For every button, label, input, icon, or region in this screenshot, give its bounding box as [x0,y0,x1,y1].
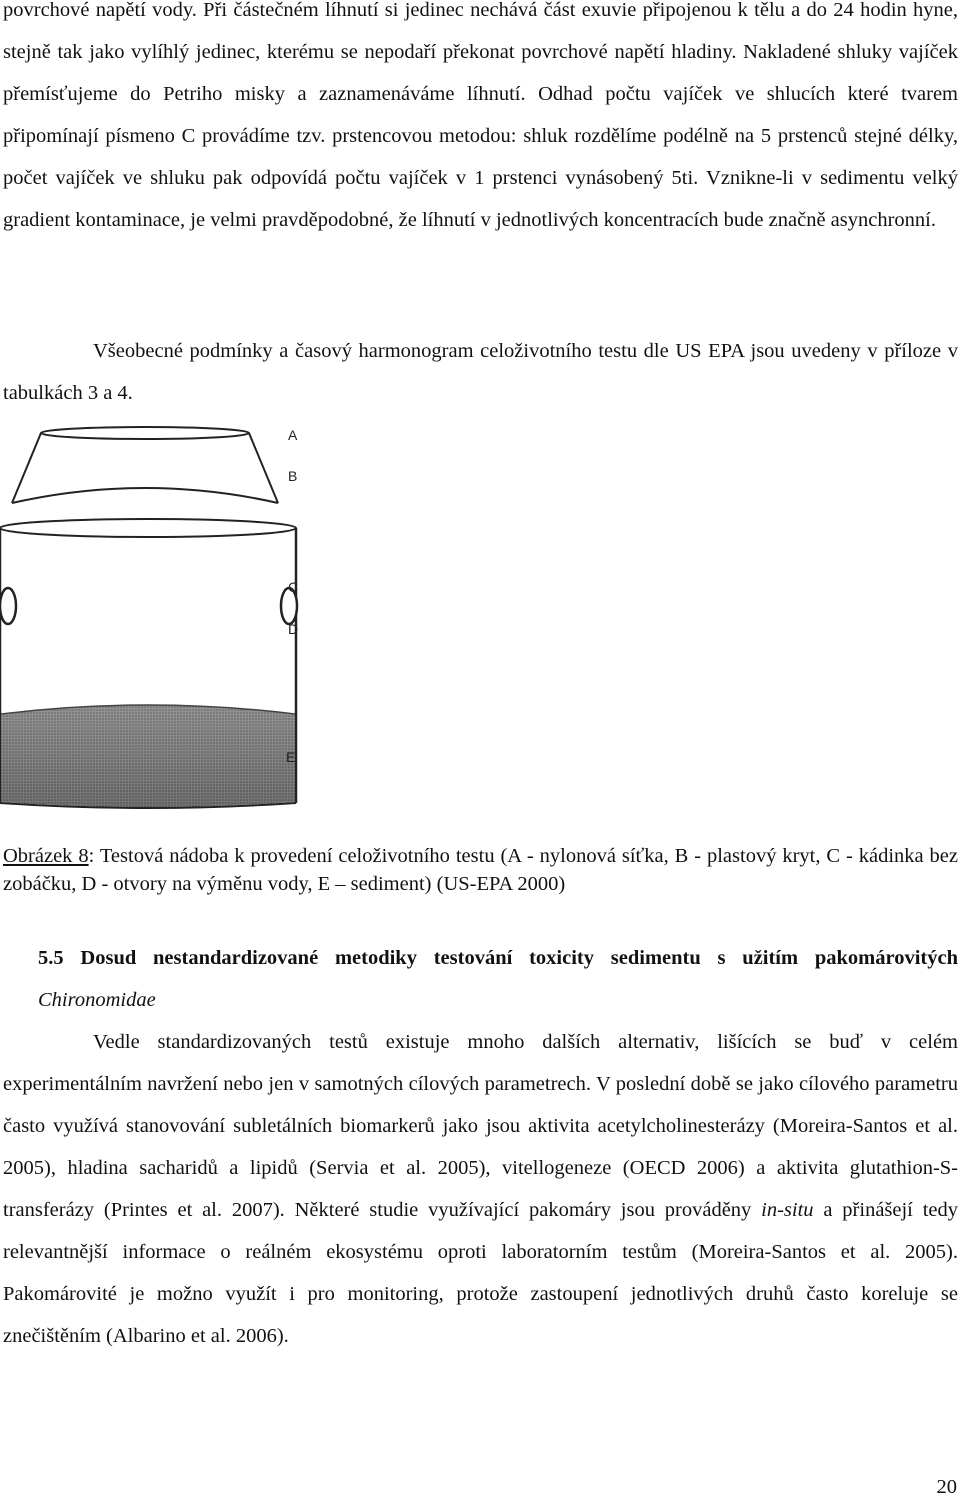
figure-label-b: B [288,468,298,484]
test-vessel-figure [0,418,960,818]
test-vessel-diagram [0,418,960,818]
paragraph-alternatives-italic: in-situ [761,1199,814,1221]
sediment [1,705,295,807]
figure-caption [3,842,958,898]
caption-text: : Testová nádoba k provedení celoživotního testu (A - nylonová síťka, B - plastový kryt, C - kádinka bez zobáčku, D - otvory na výměnu vody, E – sediment) (US-EPA 2000) [3,845,958,895]
section-number: 5.5 [38,947,64,969]
section-title-italic: Chironomidae [38,989,156,1011]
figure-label-c: C [288,579,299,595]
section-title: Dosud nestandardizované metodiky testování toxicity sedimentu s užitím pakomárovitých [63,947,958,969]
section-heading [38,937,958,1021]
paragraph-alternatives-part1: Vedle standardizovaných testů existuje mnoho dalších alternativ, lišících se buď v celém experimentálním navržení nebo jen v samotných cílových parametrech. V poslední době se jako cílového parametru často využívá stanovování subletálních biomarkerů jako jsou aktivita acetylcholinesterázy (Moreira-Santos et al. 2005), hladina sacharidů a lipidů (Servia et al. 2005), vitellogeneze (OECD 2006) a aktivita glutathion-S-transferázy (Printes et al. 2007). Některé studie využívající pakomáry jsou prováděny [3,1031,958,1221]
page-number: 20 [936,1476,957,1498]
caption-label: Obrázek 8 [3,845,89,867]
water-exchange-holes [0,588,297,624]
paragraph-alternatives-part2: a přinášejí tedy relevantnější informace o reálném ekosystému oproti laboratorním testům (Moreira-Santos et al. 2005). Pakomárovité je možno využít i pro monitoring, protože zastoupení jednotlivých druhů často koreluje se znečištěním (Albarino et al. 2006). [3,1199,959,1347]
figure-label-a: A [288,427,298,443]
paragraph-conditions: Všeobecné podmínky a časový harmonogram celoživotního testu dle US EPA jsou uvedeny v příloze v tabulkách 3 a 4. [3,340,958,404]
plastic-cover [12,427,278,503]
paragraph-hatching: povrchové napětí vody. Při částečném líhnutí si jedinec nechává část exuvie připojenou k tělu a do 24 hodin hyne, stejně tak jako vylíhlý jedinec, kterému se nepodaří překonat povrchové napětí hladiny. Nakladené shluky vajíček přemísťujeme do Petriho misky a zaznamenáváme líhnutí. Odhad počtu vajíček ve shlucích které tvarem připomínají písmeno C provádíme tzv. prstencovou metodou: shluk rozdělíme podélně na 5 prstenců stejné délky, počet vajíček ve shluku pak odpovídá počtu vajíček v 1 prstenci vynásobený 5ti. Vznikne-li v sedimentu velký gradient kontaminace, je velmi pravděpodobné, že líhnutí v jednotlivých koncentracích bude značně asynchronní. [3,0,958,231]
paragraph-alternatives [3,1021,958,1357]
figure-label-d: D [288,621,299,637]
figure-label-e: E [286,749,296,765]
